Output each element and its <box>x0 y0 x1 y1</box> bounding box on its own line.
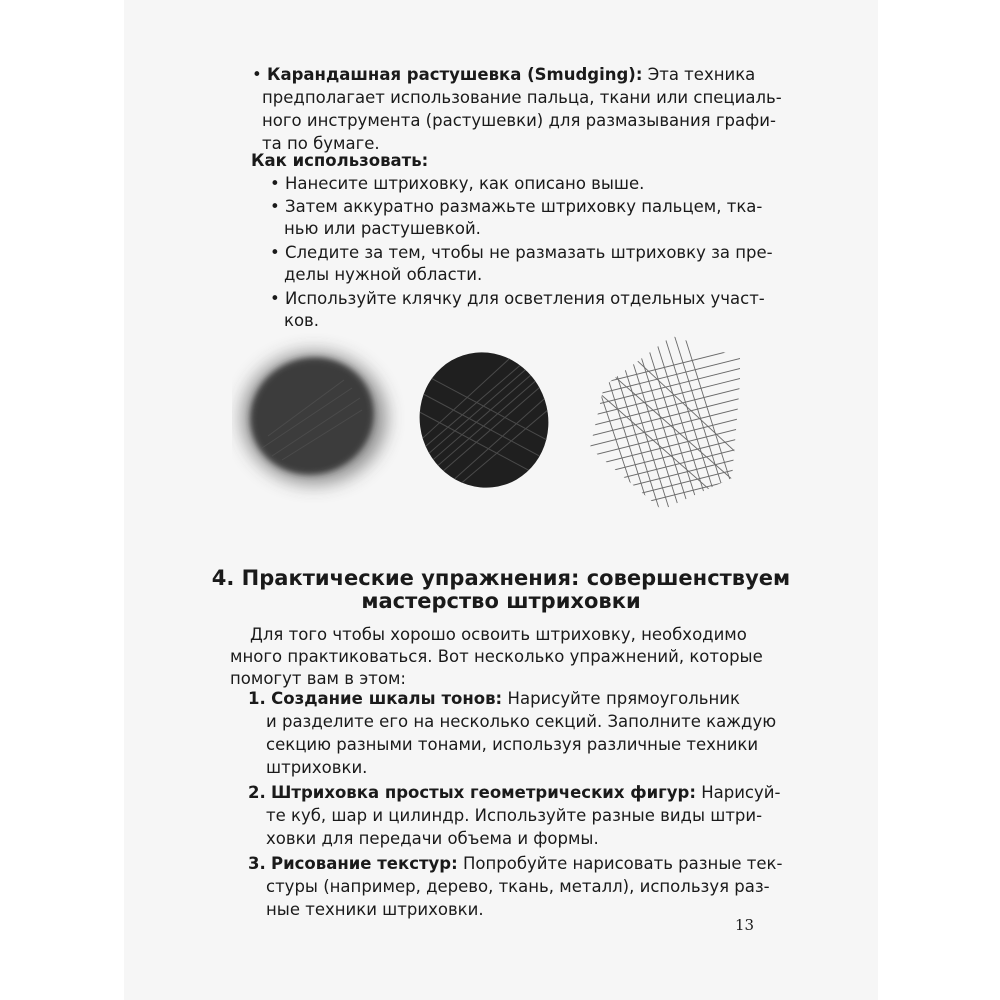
exercise-title: Создание шкалы тонов: <box>271 689 503 708</box>
section-heading-line-2: мастерство штриховки <box>361 589 641 613</box>
smudging-line-4: та по бумаге. <box>262 134 380 153</box>
list-item-text: Нанесите штриховку, как описано выше. <box>284 174 645 193</box>
exercise-title: Рисование текстур: <box>271 854 458 873</box>
list-item-text: Затем аккуратно размажьте штриховку пальцем, тка- <box>284 197 763 216</box>
exercise-continuation: секцию разными тонами, используя различные техники <box>266 735 759 754</box>
list-item-continuation: нью или растушевкой. <box>284 219 481 238</box>
list-item <box>270 173 740 195</box>
exercise-continuation: те куб, шар и цилиндр. Используйте разные виды штри- <box>266 806 763 825</box>
smudging-line-3: ного инструмента (растушевки) для размазывания графи- <box>262 111 776 130</box>
exercise-text: Попробуйте нарисовать разные тек- <box>462 854 783 873</box>
list-item <box>270 288 765 310</box>
smudged-shading-sample <box>234 340 390 491</box>
list-item-text: Следите за тем, чтобы не размазать штриховку за пре- <box>284 243 773 262</box>
list-item <box>270 242 773 264</box>
exercise-text: Нарисуй- <box>701 783 781 802</box>
exercise-title: Штриховка простых геометрических фигур: <box>271 783 696 802</box>
exercise-item <box>248 853 783 875</box>
list-item-continuation: ков. <box>284 311 320 330</box>
intro-line-1: Для того чтобы хорошо освоить штриховку, необходимо <box>250 625 747 644</box>
exercise-continuation: стуры (например, дерево, ткань, металл), используя раз- <box>266 877 770 896</box>
page-number: 13 <box>735 916 755 934</box>
exercise-continuation: ные техники штриховки. <box>266 900 484 919</box>
bullet: • <box>270 174 280 193</box>
exercise-number: 3. <box>248 854 266 873</box>
smudging-title: Карандашная растушевка (Smudging): <box>266 65 643 84</box>
intro-line-2: много практиковаться. Вот несколько упражнений, которые <box>230 647 763 666</box>
exercise-continuation: и разделите его на несколько секций. Заполните каждую <box>266 712 777 731</box>
bullet: • <box>270 197 280 216</box>
exercise-continuation: штриховки. <box>266 758 368 777</box>
smudging-text: Эта техника <box>647 65 756 84</box>
intro-line-3: помогут вам в этом: <box>230 669 406 688</box>
bullet: • <box>270 243 280 262</box>
exercise-number: 2. <box>248 783 266 802</box>
section-heading-line-1: 4. Практические упражнения: совершенствуем <box>211 566 791 590</box>
bullet: • <box>270 289 280 308</box>
exercise-item <box>248 688 740 710</box>
list-item-text: Используйте клячку для осветления отдельных участ- <box>284 289 765 308</box>
cross-hatching-sample <box>582 328 740 510</box>
exercise-text: Нарисуйте прямоугольник <box>507 689 740 708</box>
bullet: • <box>252 65 262 84</box>
smudging-line-2: предполагает использование пальца, ткани или специаль- <box>262 88 782 107</box>
exercise-continuation: ховки для передачи объема и формы. <box>266 829 599 848</box>
how-to-title: Как использовать: <box>251 151 429 170</box>
list-item-continuation: делы нужной области. <box>284 265 483 284</box>
list-item <box>270 196 763 218</box>
dense-hatching-sample <box>412 338 562 508</box>
smudging-line-1 <box>252 64 756 86</box>
exercise-number: 1. <box>248 689 266 708</box>
shading-illustrations <box>232 328 740 510</box>
exercise-item <box>248 782 781 804</box>
